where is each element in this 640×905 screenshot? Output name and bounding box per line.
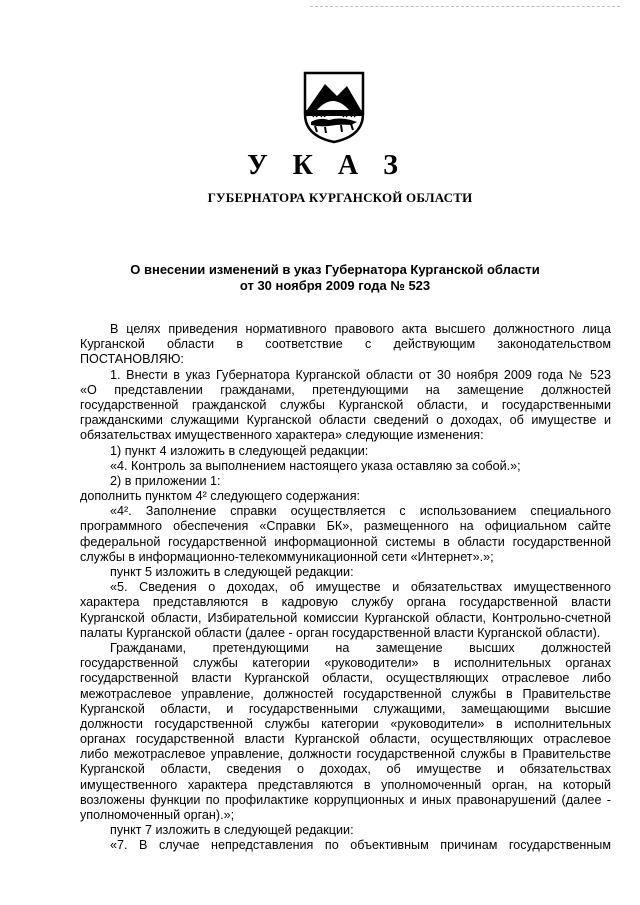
body-line: «5. Сведения о доходах, об имуществе и обязательствах имущественного — [110, 580, 611, 595]
body-line: Курганской области, Избирательной комиссии Курганской области, Контрольно-счетной — [80, 610, 611, 625]
heading-line: от 30 ноября 2009 года № 523 — [239, 278, 431, 293]
body-line: «О представлении гражданами, претендующими на замещение должностей — [80, 382, 611, 397]
kurgan-coat-of-arms-icon — [295, 70, 373, 144]
body-line: Курганской области, и государственными служащими, замещающими высшие — [80, 701, 611, 716]
decree-heading — [70, 262, 600, 294]
heading-line: О внесении изменений в указ Губернатора Курганской области — [130, 262, 540, 277]
body-line: государственной службы категории «руководители» в исполнительных органах — [80, 656, 611, 671]
body-line: пункт 5 изложить в следующей редакции: — [110, 565, 354, 579]
body-line: «4². Заполнение справки осуществляется с использованием специального — [110, 504, 611, 519]
body-line: уполномоченный орган).»; — [80, 808, 235, 822]
body-line: органах государственной власти Курганской области, осуществляющих отраслевое — [80, 732, 611, 747]
body-line: палаты Курганской области (далее - орган государственной власти Курганской области). — [80, 625, 601, 640]
body-line: имущественного характера представляются в уполномоченный орган, на который — [80, 777, 611, 792]
body-line: гражданскими служащими Курганской области сведений о доходах, об имуществе и — [80, 413, 611, 428]
body-line: Курганской области в соответствие с действующим законодательством — [80, 337, 611, 352]
body-line: дополнить пунктом 4² следующего содержания: — [80, 489, 361, 504]
body-line: Гражданами, претендующими на замещение высших должностей — [110, 640, 611, 655]
body-line: «4. Контроль за выполнением настоящего указа оставляю за собой.»; — [110, 458, 521, 473]
body-line: обязательствах имущественного характера» следующие изменения: — [80, 428, 484, 443]
body-line: программного обеспечения «Справки БК», размещенного на официальном сайте — [80, 519, 611, 534]
decree-body — [80, 322, 611, 854]
body-line: возложены функции по профилактике коррупционных и иных правонарушений (далее - — [80, 792, 611, 807]
body-line: либо межотраслевое управление, должности государственной службы в Правительстве — [80, 747, 611, 762]
body-line: межотраслевое управление, должностей государственной службы в Правительстве — [80, 686, 611, 701]
body-line: 1. Внести в указ Губернатора Курганской области от 30 ноября 2009 года № 523 — [110, 367, 611, 382]
body-line: государственной гражданской службы Курганской области, и государственными — [80, 397, 611, 412]
body-line: должности государственной службы категории «руководители» в исполнительных — [80, 716, 611, 731]
body-line: государственной власти Курганской области, осуществляющих отраслевое либо — [80, 671, 611, 686]
body-line: 2) в приложении 1: — [110, 473, 221, 488]
body-line: характера представляются в кадровую службу органа государственной власти — [80, 595, 611, 610]
document-subtitle: ГУБЕРНАТОРА КУРГАНСКОЙ ОБЛАСТИ — [207, 190, 473, 205]
body-line: Курганской области, сведения о доходах, об имуществе и обязательствах — [80, 762, 611, 777]
body-line: «7. В случае непредставления по объективным причинам государственным — [110, 838, 611, 853]
body-line: В целях приведения нормативного правового акта высшего должностного лица — [110, 322, 611, 336]
scan-edge-line — [310, 6, 620, 7]
body-line: ПОСТАНОВЛЯЮ: — [80, 352, 184, 367]
body-line: пункт 7 изложить в следующей редакции: — [110, 823, 354, 838]
body-line: службы в информационно-телекоммуникационной сети «Интернет».»; — [80, 549, 494, 564]
body-line: 1) пункт 4 изложить в следующей редакции: — [110, 443, 369, 458]
body-line: федеральной государственной информационной системы в области государственной — [80, 534, 611, 549]
document-title: У К А З — [247, 150, 407, 181]
